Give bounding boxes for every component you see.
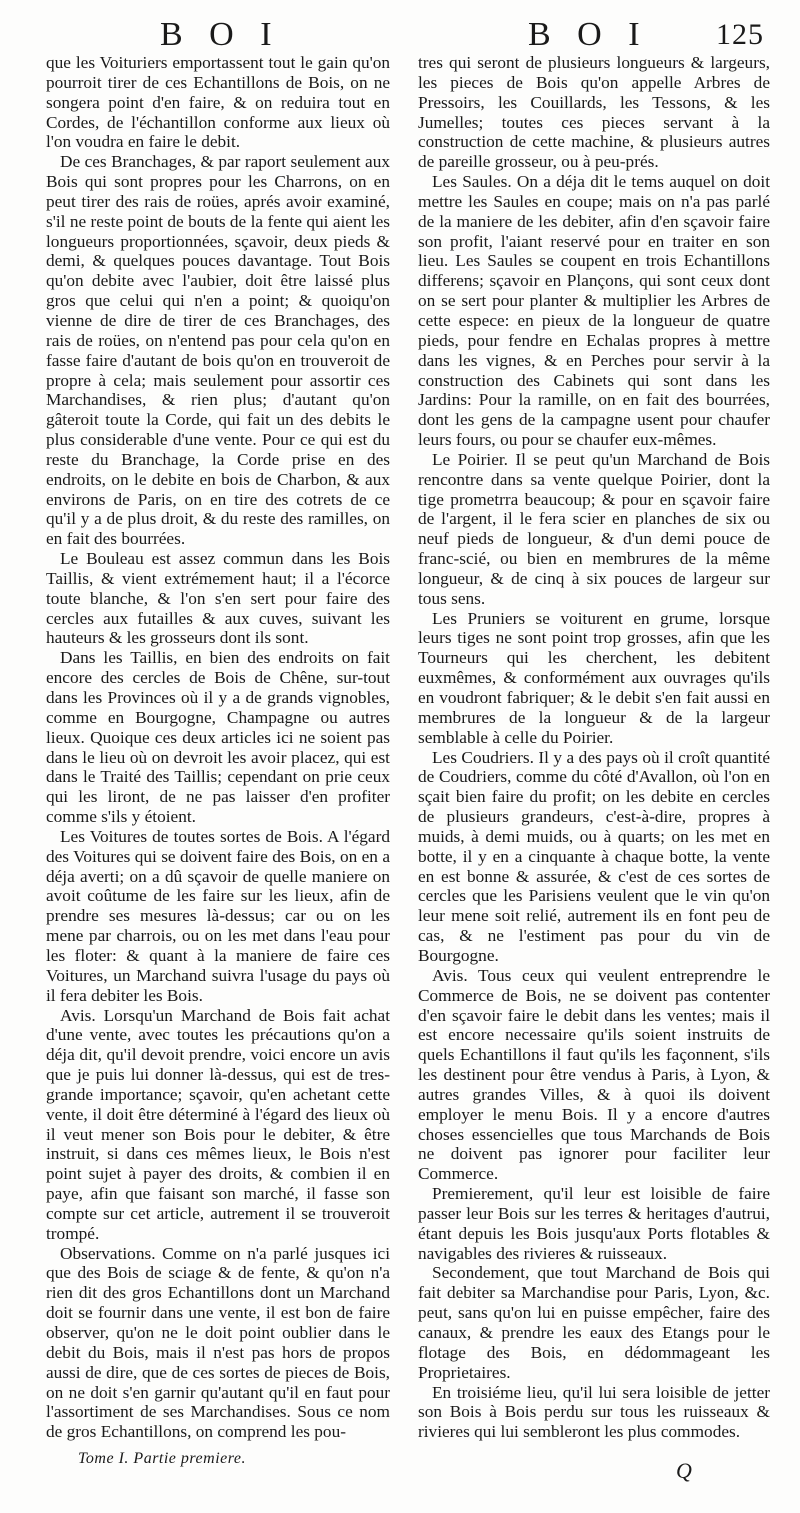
running-head-right: B O I (528, 16, 649, 53)
paragraph: Les Voitures de toutes sortes de Bois. A l'égard des Voitures qui se doivent faire des Bois, on en a déja averti; on a dû sçavoir de quelle maniere on avoit coûtume de les faire sur les lieux, afin de prendre ses mesures là-dessus; car ou on les mene par charrois, ou on les met dans l'eau pour les floter: & quant à la maniere de faire ces Voitures, un Marchand suivra l'usage du pays où il fera debiter les Bois. (46, 826, 390, 1005)
paragraph: Les Saules. On a déja dit le tems auquel on doit mettre les Saules en coupe; mais on n'a pas parlé de la maniere de les debiter, afin d'en sçavoir faire son profit, l'aiant reservé pour en traiter en son lieu. Les Saules se coupent en trois Echantillons differens; sçavoir en Plançons, qui sont ceux dont on se sert pour planter & multiplier les Arbres de cette espece: en pieux de la longueur de quatre pieds, pour fendre en Echalas propres à mettre dans les vignes, & en Perches pour servir à la construction des Cabinets qui sont dans les Jardins: Pour la ramille, on en fait des bourrées, dont les gens de la campagne usent pour chaufer leurs fours, ou pour se chaufer eux-mêmes. (418, 172, 770, 450)
paragraph: que les Voituriers emportassent tout le gain qu'on pourroit tirer de ces Echantillons de Bois, on ne songera point d'en faire, & on reduira tout en Cordes, de l'échantillon conforme aux lieux où l'on voudra en faire le debit. (46, 53, 390, 152)
paragraph: Le Bouleau est assez commun dans les Bois Taillis, & vient extrémement haut; il a l'écorce toute blanche, & l'on s'en sert pour faire des cercles aux futailles & aux cuves, suivant les hauteurs & les grosseurs dont ils sont. (46, 549, 390, 648)
page-number: 125 (716, 18, 764, 51)
left-column (46, 53, 390, 1442)
paragraph: tres qui seront de plusieurs longueurs & largeurs, les pieces de Bois qu'on appelle Arbres de Pressoirs, les Couillards, les Tessons, & les Jumelles; toutes ces pieces servant à la construction de cette machine, & plusieurs autres de pareille grosseur, ou à peu-prés. (418, 53, 770, 172)
volume-line: Tome I. Partie premiere. (78, 1450, 246, 1467)
paragraph: Dans les Taillis, en bien des endroits on fait encore des cercles de Bois de Chêne, sur-tout dans les Provinces où il y a de grands vignobles, comme en Bourgogne, Champagne ou autres lieux. Quoique ces deux articles ici ne soient pas dans le lieu où on devroit les avoir placez, qui est dans le Traité des Taillis; cependant on prie ceux qui les liront, de ne pas laisser d'en profiter comme s'ils y étoient. (46, 648, 390, 827)
running-head-left: B O I (160, 16, 281, 53)
paragraph: Les Pruniers se voiturent en grume, lorsque leurs tiges ne sont point trop grosses, afin que les Tourneurs qui les cherchent, les debitent euxmêmes, & conformément aux ouvrages qu'ils en voudront fabriquer; & le debit s'en fait aussi en membrures de la longueur & de la largeur semblable à celle du Poirier. (418, 608, 770, 747)
paragraph: Observations. Comme on n'a parlé jusques ici que des Bois de sciage & de fente, & qu'on n'a rien dit des gros Echantillons dont un Marchand doit se fournir dans une vente, il est bon de faire observer, qu'on ne le doit point oublier dans le debit du Bois, mais il n'est pas hors de propos aussi de dire, que de ces sortes de pieces de Bois, on ne doit s'en garnir qu'autant qu'il en faut pour l'assortiment de ses Marchandises. Sous ce nom de gros Echantillons, on comprend les pou- (46, 1243, 390, 1442)
signature-mark: Q (676, 1458, 692, 1483)
paragraph: Premierement, qu'il leur est loisible de faire passer leur Bois sur les terres & heritages d'autrui, étant depuis les Bois jusqu'aux Ports flotables & navigables des rivieres & ruisseaux. (418, 1184, 770, 1263)
right-column (418, 53, 770, 1442)
paragraph: Le Poirier. Il se peut qu'un Marchand de Bois rencontre dans sa vente quelque Poirier, dont la tige prometrra beaucoup; & pour en sçavoir faire de l'argent, il le fera scier en planches de six ou neuf pieds de longueur, & d'un demi pouce de franc-scié, ou bien en membrures de la même longueur, & de cinq à six pouces de largeur sur tous sens. (418, 449, 770, 608)
paragraph: Avis. Tous ceux qui veulent entreprendre le Commerce de Bois, ne se doivent pas contenter d'en sçavoir faire le debit dans les ventes; mais il est encore necessaire qu'ils soient instruits de quels Echantillons il faut qu'ils les façonnent, s'ils les destinent pour être vendus à Paris, à Lyon, & autres grandes Villes, & à quoi ils doivent employer le menu Bois. Il y a encore d'autres choses essencielles que tous Marchands de Bois ne doivent pas ignorer pour faciliter leur Commerce. (418, 965, 770, 1184)
paragraph: Secondement, que tout Marchand de Bois qui fait debiter sa Marchandise pour Paris, Lyon, &c. peut, sans qu'on lui en puisse empêcher, faire des canaux, & prendre les eaux des Etangs pour le flotage des Bois, en dédommageant les Proprietaires. (418, 1263, 770, 1382)
paragraph: Avis. Lorsqu'un Marchand de Bois fait achat d'une vente, avec toutes les précautions qu'on a déja dit, qu'il devoit prendre, voici encore un avis que je puis lui donner là-dessus, qui est de tres-grande importance; sçavoir, qu'en achetant cette vente, il doit être déterminé à l'égard des lieux où il veut mener son Bois pour le debiter, & être instruit, si dans ces mêmes lieux, le Bois n'est point sujet à payer des droits, & combien il en paye, afin que faisant son marché, il fasse son compte sur cet article, autrement il se trouveroit trompé. (46, 1005, 390, 1243)
paragraph: En troisiéme lieu, qu'il lui sera loisible de jetter son Bois à Bois perdu sur tous les ruisseaux & rivieres qui lui sembleront les plus commodes. (418, 1382, 770, 1442)
paragraph: De ces Branchages, & par raport seulement aux Bois qui sont propres pour les Charrons, on en peut tirer des rais de roües, aprés avoir examiné, s'il ne reste point de bouts de la fente qui aient les longueurs proportionnées, sçavoir, deux pieds & demi, & quelques pouces davantage. Tout Bois qu'on debite avec l'aubier, doit être laissé plus gros que celui qui n'en a point; & quoiqu'on vienne de dire de tirer de ces Branchages, des rais de roües, on n'entend pas pour cela qu'on en fasse faire d'autant de bois qu'on en trouveroit de propre à cela; mais seulement pour assortir ces Marchandises, & rien plus; d'autant qu'on gâteroit toute la Corde, qui fait un des debits le plus considerable d'une vente. Pour ce qui est du reste du Branchage, la Corde prise en des endroits, on le debite en bois de Charbon, & aux environs de Paris, on en tire des cotrets de ce qu'il y a de plus droit, & du reste des ramilles, on en fait des bourrées. (46, 152, 390, 549)
paragraph: Les Coudriers. Il y a des pays où il croît quantité de Coudriers, comme du côté d'Avallon, où l'on en sçait bien faire du profit; on les debite en cercles de plusieurs grandeurs, c'est-à-dire, propres à muids, à demi muids, ou à quarts; on les met en botte, il y en a cinquante à chaque botte, la vente en est bonne & assurée, & c'est de ces sortes de cercles que les Parisiens veulent que le vin qu'on leur mene soit relié, autrement ils en font peu de cas, & ne l'estiment pas pour du vin de Bourgogne. (418, 747, 770, 965)
